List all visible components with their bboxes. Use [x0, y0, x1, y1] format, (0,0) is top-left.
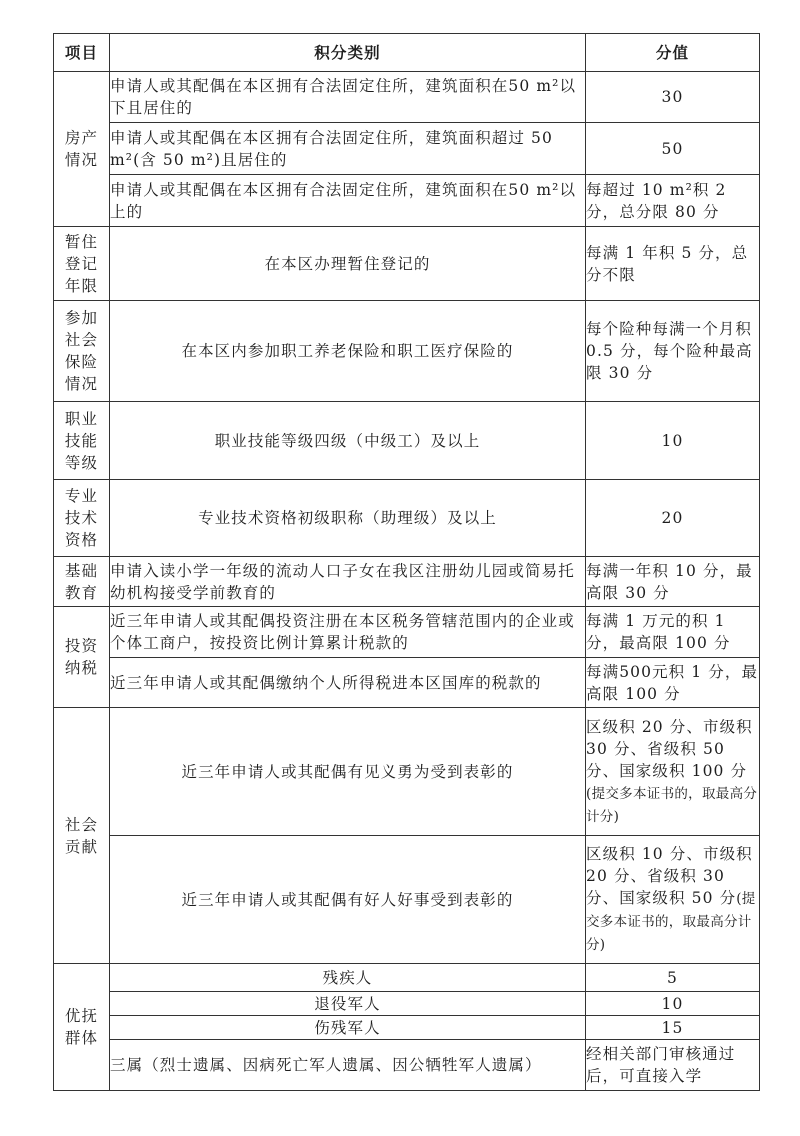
skill-label-text: 职业 技能 等级	[64, 409, 99, 472]
table-row	[54, 175, 760, 227]
housing-value-1: 30	[586, 72, 760, 123]
housing-desc-2: 申请人或其配偶在本区拥有合法固定住所，建筑面积超过 50 m²(含 50 m²)且居住的	[110, 123, 586, 175]
table-row	[54, 1016, 760, 1040]
table-row	[54, 708, 760, 836]
investment-desc-2: 近三年申请人或其配偶缴纳个人所得税进本区国库的税款的	[110, 658, 586, 708]
preferential-desc-2: 退役军人	[110, 992, 586, 1016]
header-item: 项目	[54, 34, 110, 72]
preferential-value-1: 5	[586, 964, 760, 992]
investment-label	[54, 607, 110, 708]
education-desc: 申请入读小学一年级的流动人口子女在我区注册幼儿园或简易托幼机构接受学前教育的	[110, 557, 586, 607]
header-category: 积分类别	[110, 34, 586, 72]
contribution-desc-2: 近三年申请人或其配偶有好人好事受到表彰的	[110, 836, 586, 964]
contribution-value-2-text: 区级积 10 分、市级积 20 分、省级积 30 分、国家级积 50 分	[586, 845, 753, 907]
table-row	[54, 607, 760, 658]
housing-value-2: 50	[586, 123, 760, 175]
preferential-value-3: 15	[586, 1016, 760, 1040]
qualification-label	[54, 480, 110, 557]
investment-desc-1: 近三年申请人或其配偶投资注册在本区税务管辖范围内的企业或个体工商户，按投资比例计算累计税款的	[110, 607, 586, 658]
table-row	[54, 992, 760, 1016]
table-row	[54, 123, 760, 175]
skill-value: 10	[586, 402, 760, 480]
table-row	[54, 1040, 760, 1091]
insurance-label	[54, 301, 110, 402]
table-row	[54, 72, 760, 123]
skill-label	[54, 402, 110, 480]
housing-value-3: 每超过 10 m²积 2 分，总分限 80 分	[586, 175, 760, 227]
housing-desc-1: 申请人或其配偶在本区拥有合法固定住所，建筑面积在50 m²以下且居住的	[110, 72, 586, 123]
residence-desc: 在本区办理暂住登记的	[110, 227, 586, 301]
preferential-value-2: 10	[586, 992, 760, 1016]
qualification-value: 20	[586, 480, 760, 557]
education-label	[54, 557, 110, 607]
contribution-label	[54, 708, 110, 964]
preferential-label	[54, 964, 110, 1091]
header-score: 分值	[586, 34, 760, 72]
insurance-value: 每个险种每满一个月积 0.5 分，每个险种最高限 30 分	[586, 301, 760, 402]
education-value: 每满一年积 10 分，最高限 30 分	[586, 557, 760, 607]
contribution-value-1-text: 区级积 20 分、市级积 30 分、省级积 50 分、国家级积 100 分	[586, 717, 753, 780]
preferential-desc-3: 伤残军人	[110, 1016, 586, 1040]
table-row	[54, 964, 760, 992]
contribution-label-text: 社会 贡献	[64, 815, 99, 856]
investment-value-2: 每满500元积 1 分，最高限 100 分	[586, 658, 760, 708]
housing-label-text: 房产 情况	[64, 129, 99, 169]
residence-label-text: 暂住 登记 年限	[64, 232, 99, 295]
qualification-label-text: 专业 技术 资格	[64, 487, 99, 549]
contribution-value-2	[586, 836, 760, 964]
contribution-desc-1: 近三年申请人或其配偶有见义勇为受到表彰的	[110, 708, 586, 836]
insurance-label-text: 参加 社会 保险 情况	[64, 309, 99, 393]
insurance-desc: 在本区内参加职工养老保险和职工医疗保险的	[110, 301, 586, 402]
investment-label-text: 投资 纳税	[64, 637, 99, 677]
table-header-row	[54, 34, 760, 72]
table-row	[54, 557, 760, 607]
contribution-note-1: (提交多本证书的，取最高分计分)	[586, 785, 758, 825]
qualification-desc: 专业技术资格初级职称（助理级）及以上	[110, 480, 586, 557]
preferential-value-4: 经相关部门审核通过后，可直接入学	[586, 1040, 760, 1091]
housing-label	[54, 72, 110, 227]
table-row	[54, 227, 760, 301]
points-table	[53, 33, 760, 1091]
preferential-label-text: 优抚 群体	[64, 1007, 99, 1047]
preferential-desc-4: 三属（烈士遗属、因病死亡军人遗属、因公牺牲军人遗属）	[110, 1040, 586, 1091]
education-label-text: 基础 教育	[64, 561, 99, 602]
preferential-desc-1: 残疾人	[110, 964, 586, 992]
table-row	[54, 836, 760, 964]
contribution-value-1	[586, 708, 760, 836]
table-row	[54, 658, 760, 708]
table-row	[54, 480, 760, 557]
skill-desc: 职业技能等级四级（中级工）及以上	[110, 402, 586, 480]
housing-desc-3: 申请人或其配偶在本区拥有合法固定住所，建筑面积在50 m²以上的	[110, 175, 586, 227]
investment-value-1: 每满 1 万元的积 1 分，最高限 100 分	[586, 607, 760, 658]
table-row	[54, 402, 760, 480]
residence-label	[54, 227, 110, 301]
table-row	[54, 301, 760, 402]
residence-value: 每满 1 年积 5 分，总分不限	[586, 227, 760, 301]
contribution-note-2: (提交多本证书的，取最高分计分)	[586, 891, 756, 953]
